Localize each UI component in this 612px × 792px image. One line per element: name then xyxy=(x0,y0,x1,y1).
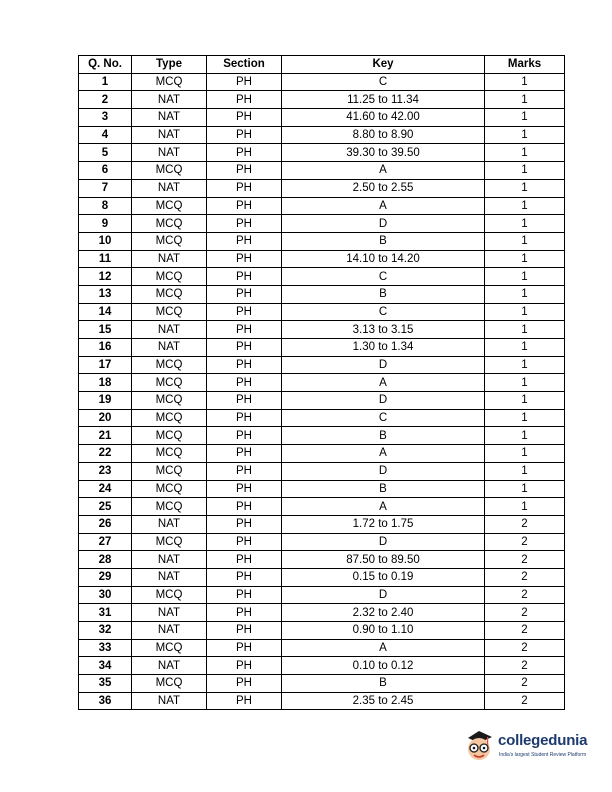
cell-section: PH xyxy=(207,232,282,250)
cell-section: PH xyxy=(207,462,282,480)
cell-qno: 11 xyxy=(79,250,132,268)
cell-key: B xyxy=(282,427,485,445)
table-row xyxy=(79,268,565,286)
table-row xyxy=(79,356,565,374)
cell-key: C xyxy=(282,303,485,321)
cell-key: C xyxy=(282,409,485,427)
cell-type: NAT xyxy=(132,109,207,127)
cell-key: A xyxy=(282,498,485,516)
cell-type: MCQ xyxy=(132,232,207,250)
cell-qno: 2 xyxy=(79,91,132,109)
cell-type: MCQ xyxy=(132,639,207,657)
cell-type: NAT xyxy=(132,91,207,109)
cell-qno: 33 xyxy=(79,639,132,657)
cell-type: MCQ xyxy=(132,285,207,303)
logo-brand-name: collegedunia xyxy=(498,732,588,749)
cell-qno: 23 xyxy=(79,462,132,480)
cell-qno: 19 xyxy=(79,392,132,410)
cell-marks: 1 xyxy=(485,498,565,516)
cell-marks: 1 xyxy=(485,480,565,498)
cell-type: NAT xyxy=(132,321,207,339)
cell-section: PH xyxy=(207,126,282,144)
cell-key: B xyxy=(282,285,485,303)
cell-qno: 30 xyxy=(79,586,132,604)
table-row xyxy=(79,409,565,427)
cell-section: PH xyxy=(207,692,282,710)
cell-type: NAT xyxy=(132,622,207,640)
cell-qno: 32 xyxy=(79,622,132,640)
cell-type: NAT xyxy=(132,692,207,710)
cell-key: 41.60 to 42.00 xyxy=(282,109,485,127)
cell-qno: 22 xyxy=(79,445,132,463)
table-row xyxy=(79,551,565,569)
cell-marks: 2 xyxy=(485,551,565,569)
cell-key: 0.15 to 0.19 xyxy=(282,568,485,586)
cell-section: PH xyxy=(207,657,282,675)
cell-marks: 1 xyxy=(485,285,565,303)
table-row xyxy=(79,285,565,303)
table-row xyxy=(79,392,565,410)
cell-section: PH xyxy=(207,622,282,640)
cell-qno: 8 xyxy=(79,197,132,215)
cell-qno: 34 xyxy=(79,657,132,675)
cell-qno: 18 xyxy=(79,374,132,392)
table-header-row xyxy=(79,56,565,74)
cell-section: PH xyxy=(207,480,282,498)
cell-key: D xyxy=(282,356,485,374)
cell-key: C xyxy=(282,268,485,286)
cell-section: PH xyxy=(207,586,282,604)
cell-marks: 1 xyxy=(485,321,565,339)
header-section: Section xyxy=(207,56,282,74)
cell-section: PH xyxy=(207,144,282,162)
cell-marks: 1 xyxy=(485,109,565,127)
cell-marks: 2 xyxy=(485,604,565,622)
table-row xyxy=(79,91,565,109)
table-row xyxy=(79,321,565,339)
cell-marks: 1 xyxy=(485,303,565,321)
cell-section: PH xyxy=(207,268,282,286)
cell-key: A xyxy=(282,639,485,657)
table-body xyxy=(79,73,565,710)
cell-qno: 10 xyxy=(79,232,132,250)
cell-qno: 13 xyxy=(79,285,132,303)
cell-marks: 1 xyxy=(485,91,565,109)
cell-type: MCQ xyxy=(132,427,207,445)
cell-section: PH xyxy=(207,179,282,197)
cell-key: 8.80 to 8.90 xyxy=(282,126,485,144)
cell-qno: 35 xyxy=(79,675,132,693)
cell-type: NAT xyxy=(132,551,207,569)
cell-type: NAT xyxy=(132,339,207,357)
cell-key: 1.30 to 1.34 xyxy=(282,339,485,357)
cell-section: PH xyxy=(207,675,282,693)
cell-section: PH xyxy=(207,356,282,374)
cell-qno: 9 xyxy=(79,215,132,233)
cell-marks: 2 xyxy=(485,657,565,675)
cell-qno: 6 xyxy=(79,162,132,180)
cell-marks: 2 xyxy=(485,639,565,657)
cell-key: 1.72 to 1.75 xyxy=(282,515,485,533)
cell-marks: 2 xyxy=(485,568,565,586)
cell-section: PH xyxy=(207,568,282,586)
cell-key: B xyxy=(282,480,485,498)
cell-qno: 36 xyxy=(79,692,132,710)
table-row xyxy=(79,73,565,91)
cell-key: 11.25 to 11.34 xyxy=(282,91,485,109)
cell-type: MCQ xyxy=(132,356,207,374)
cell-type: MCQ xyxy=(132,215,207,233)
table-row xyxy=(79,675,565,693)
cell-section: PH xyxy=(207,392,282,410)
cell-qno: 28 xyxy=(79,551,132,569)
cell-section: PH xyxy=(207,604,282,622)
collegedunia-logo xyxy=(462,722,602,772)
cell-type: MCQ xyxy=(132,73,207,91)
cell-type: NAT xyxy=(132,604,207,622)
cell-marks: 1 xyxy=(485,374,565,392)
cell-key: D xyxy=(282,533,485,551)
cell-type: MCQ xyxy=(132,197,207,215)
table-row xyxy=(79,427,565,445)
cell-qno: 29 xyxy=(79,568,132,586)
cell-marks: 1 xyxy=(485,409,565,427)
cell-key: D xyxy=(282,462,485,480)
cell-marks: 2 xyxy=(485,533,565,551)
cell-section: PH xyxy=(207,515,282,533)
table-row xyxy=(79,374,565,392)
cell-qno: 24 xyxy=(79,480,132,498)
cell-section: PH xyxy=(207,215,282,233)
cell-type: MCQ xyxy=(132,268,207,286)
cell-marks: 1 xyxy=(485,445,565,463)
table-row xyxy=(79,498,565,516)
cell-type: MCQ xyxy=(132,533,207,551)
cell-marks: 2 xyxy=(485,692,565,710)
cell-key: 2.35 to 2.45 xyxy=(282,692,485,710)
cell-marks: 2 xyxy=(485,675,565,693)
header-marks: Marks xyxy=(485,56,565,74)
cell-qno: 12 xyxy=(79,268,132,286)
cell-key: A xyxy=(282,162,485,180)
cell-marks: 1 xyxy=(485,462,565,480)
cell-qno: 3 xyxy=(79,109,132,127)
table-row xyxy=(79,197,565,215)
answer-key-table xyxy=(78,55,565,710)
cell-type: NAT xyxy=(132,250,207,268)
header-qno: Q. No. xyxy=(79,56,132,74)
cell-key: 3.13 to 3.15 xyxy=(282,321,485,339)
cell-key: 14.10 to 14.20 xyxy=(282,250,485,268)
cell-key: D xyxy=(282,586,485,604)
header-type: Type xyxy=(132,56,207,74)
cell-section: PH xyxy=(207,91,282,109)
cell-key: C xyxy=(282,73,485,91)
table-row xyxy=(79,179,565,197)
cell-type: MCQ xyxy=(132,498,207,516)
cell-type: MCQ xyxy=(132,303,207,321)
cell-qno: 26 xyxy=(79,515,132,533)
cell-marks: 2 xyxy=(485,515,565,533)
cell-type: MCQ xyxy=(132,409,207,427)
cell-marks: 2 xyxy=(485,586,565,604)
cell-type: NAT xyxy=(132,144,207,162)
cell-type: NAT xyxy=(132,657,207,675)
cell-section: PH xyxy=(207,162,282,180)
cell-marks: 1 xyxy=(485,232,565,250)
header-key: Key xyxy=(282,56,485,74)
cell-section: PH xyxy=(207,498,282,516)
table-row xyxy=(79,639,565,657)
cell-type: MCQ xyxy=(132,675,207,693)
cell-marks: 1 xyxy=(485,73,565,91)
cell-type: NAT xyxy=(132,568,207,586)
cell-marks: 1 xyxy=(485,427,565,445)
cell-marks: 1 xyxy=(485,356,565,374)
table-row xyxy=(79,622,565,640)
cell-section: PH xyxy=(207,339,282,357)
cell-section: PH xyxy=(207,374,282,392)
table-row xyxy=(79,480,565,498)
table-row xyxy=(79,250,565,268)
cell-type: NAT xyxy=(132,179,207,197)
table-row xyxy=(79,657,565,675)
cell-marks: 1 xyxy=(485,250,565,268)
cell-qno: 21 xyxy=(79,427,132,445)
cell-section: PH xyxy=(207,639,282,657)
cell-qno: 14 xyxy=(79,303,132,321)
cell-section: PH xyxy=(207,533,282,551)
cell-key: A xyxy=(282,445,485,463)
mascot-face-icon xyxy=(462,726,496,766)
cell-key: D xyxy=(282,392,485,410)
table-row xyxy=(79,144,565,162)
cell-marks: 1 xyxy=(485,144,565,162)
cell-qno: 4 xyxy=(79,126,132,144)
cell-type: MCQ xyxy=(132,480,207,498)
cell-type: MCQ xyxy=(132,374,207,392)
table-row xyxy=(79,303,565,321)
cell-section: PH xyxy=(207,109,282,127)
table-row xyxy=(79,109,565,127)
cell-section: PH xyxy=(207,445,282,463)
cell-marks: 2 xyxy=(485,622,565,640)
cell-key: 39.30 to 39.50 xyxy=(282,144,485,162)
cell-type: MCQ xyxy=(132,445,207,463)
cell-marks: 1 xyxy=(485,162,565,180)
cell-qno: 31 xyxy=(79,604,132,622)
cell-type: MCQ xyxy=(132,586,207,604)
table-row xyxy=(79,515,565,533)
cell-marks: 1 xyxy=(485,392,565,410)
table-row xyxy=(79,462,565,480)
cell-section: PH xyxy=(207,285,282,303)
cell-key: B xyxy=(282,232,485,250)
cell-type: MCQ xyxy=(132,462,207,480)
cell-key: D xyxy=(282,215,485,233)
cell-type: NAT xyxy=(132,126,207,144)
cell-key: A xyxy=(282,374,485,392)
cell-qno: 5 xyxy=(79,144,132,162)
cell-key: 0.10 to 0.12 xyxy=(282,657,485,675)
cell-section: PH xyxy=(207,409,282,427)
cell-qno: 15 xyxy=(79,321,132,339)
table-row xyxy=(79,445,565,463)
cell-section: PH xyxy=(207,551,282,569)
table-row xyxy=(79,232,565,250)
cell-qno: 7 xyxy=(79,179,132,197)
cell-type: MCQ xyxy=(132,162,207,180)
cell-marks: 1 xyxy=(485,197,565,215)
cell-qno: 20 xyxy=(79,409,132,427)
cell-section: PH xyxy=(207,73,282,91)
cell-key: 2.32 to 2.40 xyxy=(282,604,485,622)
cell-qno: 16 xyxy=(79,339,132,357)
table-row xyxy=(79,215,565,233)
cell-section: PH xyxy=(207,197,282,215)
cell-section: PH xyxy=(207,250,282,268)
table-row xyxy=(79,533,565,551)
logo-tagline: India's largest Student Review Platform xyxy=(499,752,587,758)
cell-marks: 1 xyxy=(485,215,565,233)
cell-type: MCQ xyxy=(132,392,207,410)
cell-key: A xyxy=(282,197,485,215)
table-row xyxy=(79,568,565,586)
table-row xyxy=(79,339,565,357)
cell-qno: 25 xyxy=(79,498,132,516)
cell-qno: 1 xyxy=(79,73,132,91)
cell-type: NAT xyxy=(132,515,207,533)
table-row xyxy=(79,586,565,604)
cell-qno: 27 xyxy=(79,533,132,551)
cell-key: 2.50 to 2.55 xyxy=(282,179,485,197)
cell-key: B xyxy=(282,675,485,693)
cell-section: PH xyxy=(207,321,282,339)
cell-marks: 1 xyxy=(485,179,565,197)
cell-marks: 1 xyxy=(485,126,565,144)
cell-marks: 1 xyxy=(485,268,565,286)
cell-section: PH xyxy=(207,303,282,321)
table-row xyxy=(79,162,565,180)
cell-section: PH xyxy=(207,427,282,445)
cell-marks: 1 xyxy=(485,339,565,357)
cell-key: 87.50 to 89.50 xyxy=(282,551,485,569)
table-row xyxy=(79,692,565,710)
table-row xyxy=(79,126,565,144)
table-row xyxy=(79,604,565,622)
cell-key: 0.90 to 1.10 xyxy=(282,622,485,640)
cell-qno: 17 xyxy=(79,356,132,374)
